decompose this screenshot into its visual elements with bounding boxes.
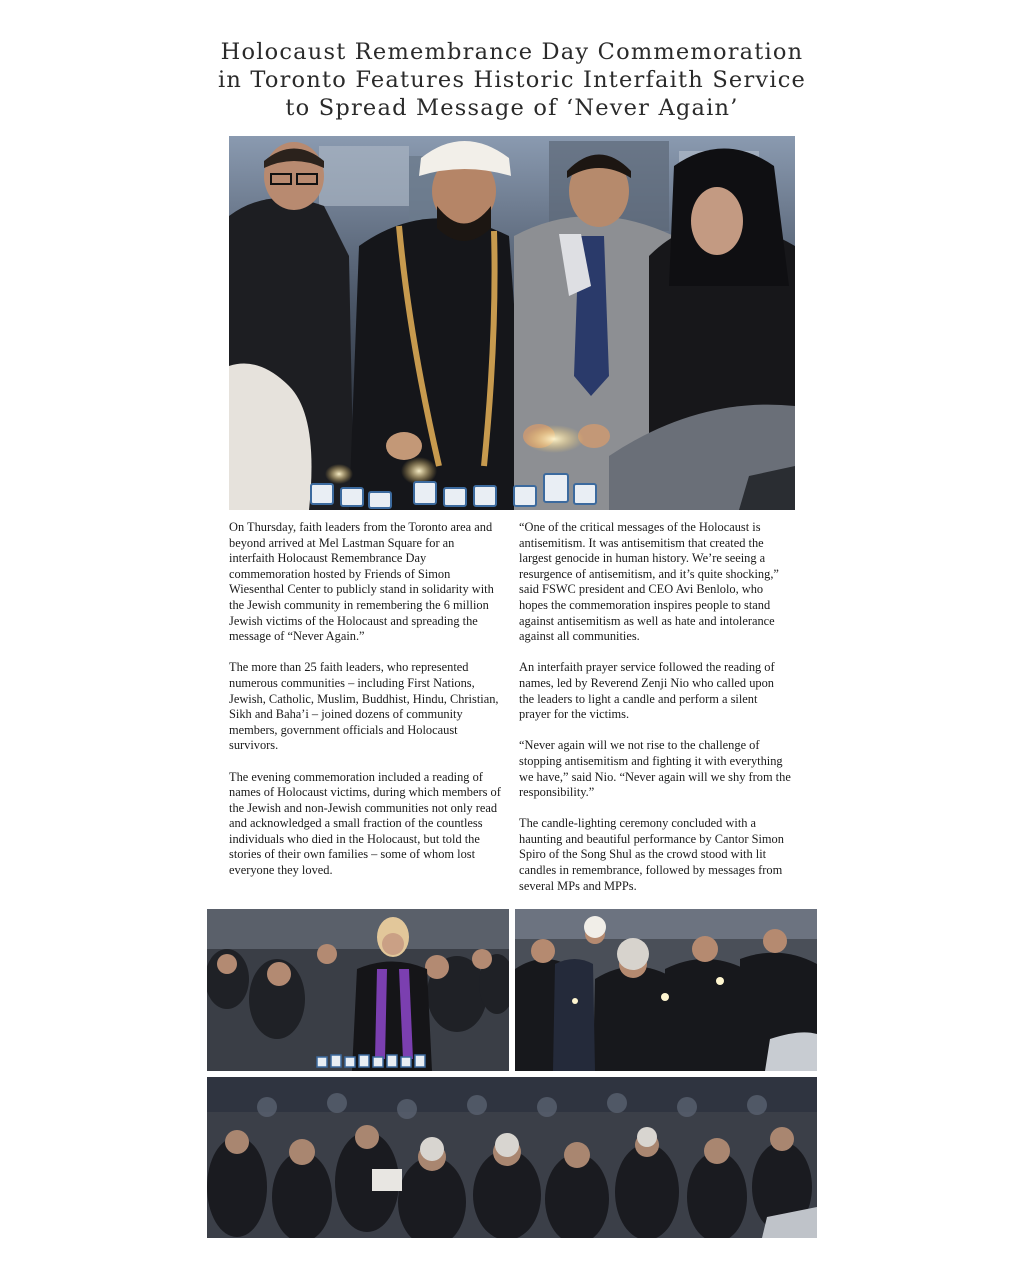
article-column-right [519,520,792,910]
paragraph: “Never again will we not rise to the challenge of stopping antisemitism and fighting it with everything we have,” said Nio. “Never again will we shy from the responsibility.” [519,738,791,800]
headline-line-2: in Toronto Features Historic Interfaith Service [217,67,807,93]
paragraph: The evening commemoration included a reading of names of Holocaust victims, during which members of the Jewish and non-Jewish communities not only read and acknowledged a small fraction of the countless individuals who died in the Holocaust, but told the stories of their own families – some of whom lost everyone they loved. [229,769,501,878]
paragraph: The more than 25 faith leaders, who represented numerous communities – including First Nations, Jewish, Catholic, Muslim, Buddhist, Hindu, Christian, Sikh and Baha’i – joined dozens of community members, government officials and Holocaust survivors. [229,660,499,753]
hero-photo-candle-lighting [229,136,795,510]
photo-clergy-candles [207,909,509,1071]
paragraph: On Thursday, faith leaders from the Toronto area and beyond arrived at Mel Lastman Square for an interfaith Holocaust Remembrance Day commemoration hosted by Friends of Simon Wiesenthal Center to publicly stand in solidarity with the Jewish community in remembering the 6 million Jewish victims of the Holocaust and spreading the message of “Never Again.” [229,520,494,644]
headline-line-1: Holocaust Remembrance Day Commemoration [220,39,804,65]
article-column-left [229,520,502,894]
photo-leaders-holding-candles [515,909,817,1071]
headline-line-3: to Spread Message of ‘Never Again’ [285,95,739,121]
photo-seated-crowd [207,1077,817,1238]
paragraph: The candle-lighting ceremony concluded with a haunting and beautiful performance by Cantor Simon Spiro of the Song Shul as the crowd stood with lit candles in remembrance, followed by messages from several MPs and MPPs. [519,816,784,893]
article-headline [200,38,824,122]
paragraph: “One of the critical messages of the Holocaust is antisemitism. It was antisemitism that created the largest genocide in human history. We’re seeing a resurgence of antisemitism, and it’s quite shocking,” said FSWC president and CEO Avi Benlolo, who hopes the commemoration inspires people to stand against antisemitism as well as hate and intolerance against all communities. [519,520,779,644]
paragraph: An interfaith prayer service followed the reading of names, led by Reverend Zenji Nio who called upon the leaders to light a candle and perform a silent prayer for the victims. [519,660,775,722]
